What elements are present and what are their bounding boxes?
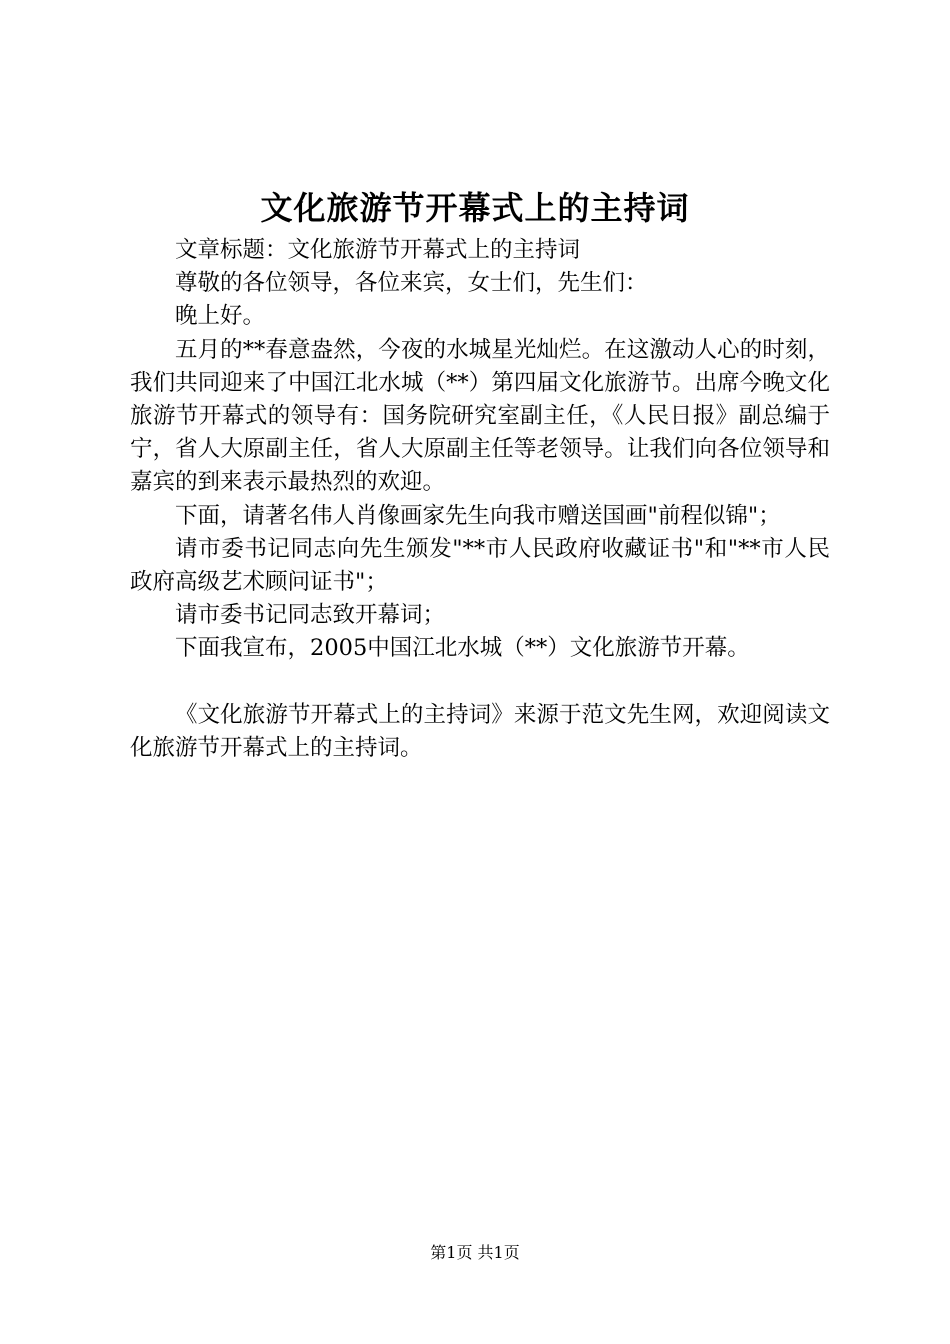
paragraph-article-title: 文章标题：文化旅游节开幕式上的主持词	[175, 237, 581, 263]
document-title: 文化旅游节开幕式上的主持词	[260, 189, 690, 227]
paragraph-certificate: 请市委书记同志向先生颁发"**市人民政府收藏证书"和"**市人民政府高级艺术顾问证书"；	[130, 535, 830, 596]
paragraph-salutation: 尊敬的各位领导，各位来宾，女士们，先生们：	[175, 270, 648, 297]
paragraph-opening: 五月的**春意盎然，今夜的水城星光灿烂。在这激动人心的时刻，我们共同迎来了中国江北水城（**）第四届文化旅游节。出席今晚文化旅游节开幕式的领导有：国务院研究室副主任，《人民日报》副总编于宁，省人大原副主任，省人大原副主任等老领导。让我们向各位领导和嘉宾的到来表示最热烈的欢迎。	[130, 336, 830, 496]
page-footer: 第1页 共1页	[430, 1243, 520, 1262]
paragraph-source-note: 《文化旅游节开幕式上的主持词》来源于范文先生网，欢迎阅读文化旅游节开幕式上的主持词。	[130, 701, 830, 761]
paragraph-greeting: 晚上好。	[175, 303, 266, 330]
paragraph-announcement: 下面我宣布，2005中国江北水城（**）文化旅游节开幕。	[175, 635, 750, 662]
paragraph-speech: 请市委书记同志致开幕词；	[175, 602, 446, 629]
document-body	[130, 234, 830, 765]
paragraph-painting-gift: 下面，请著名伟人肖像画家先生向我市赠送国画"前程似锦"；	[175, 502, 781, 529]
